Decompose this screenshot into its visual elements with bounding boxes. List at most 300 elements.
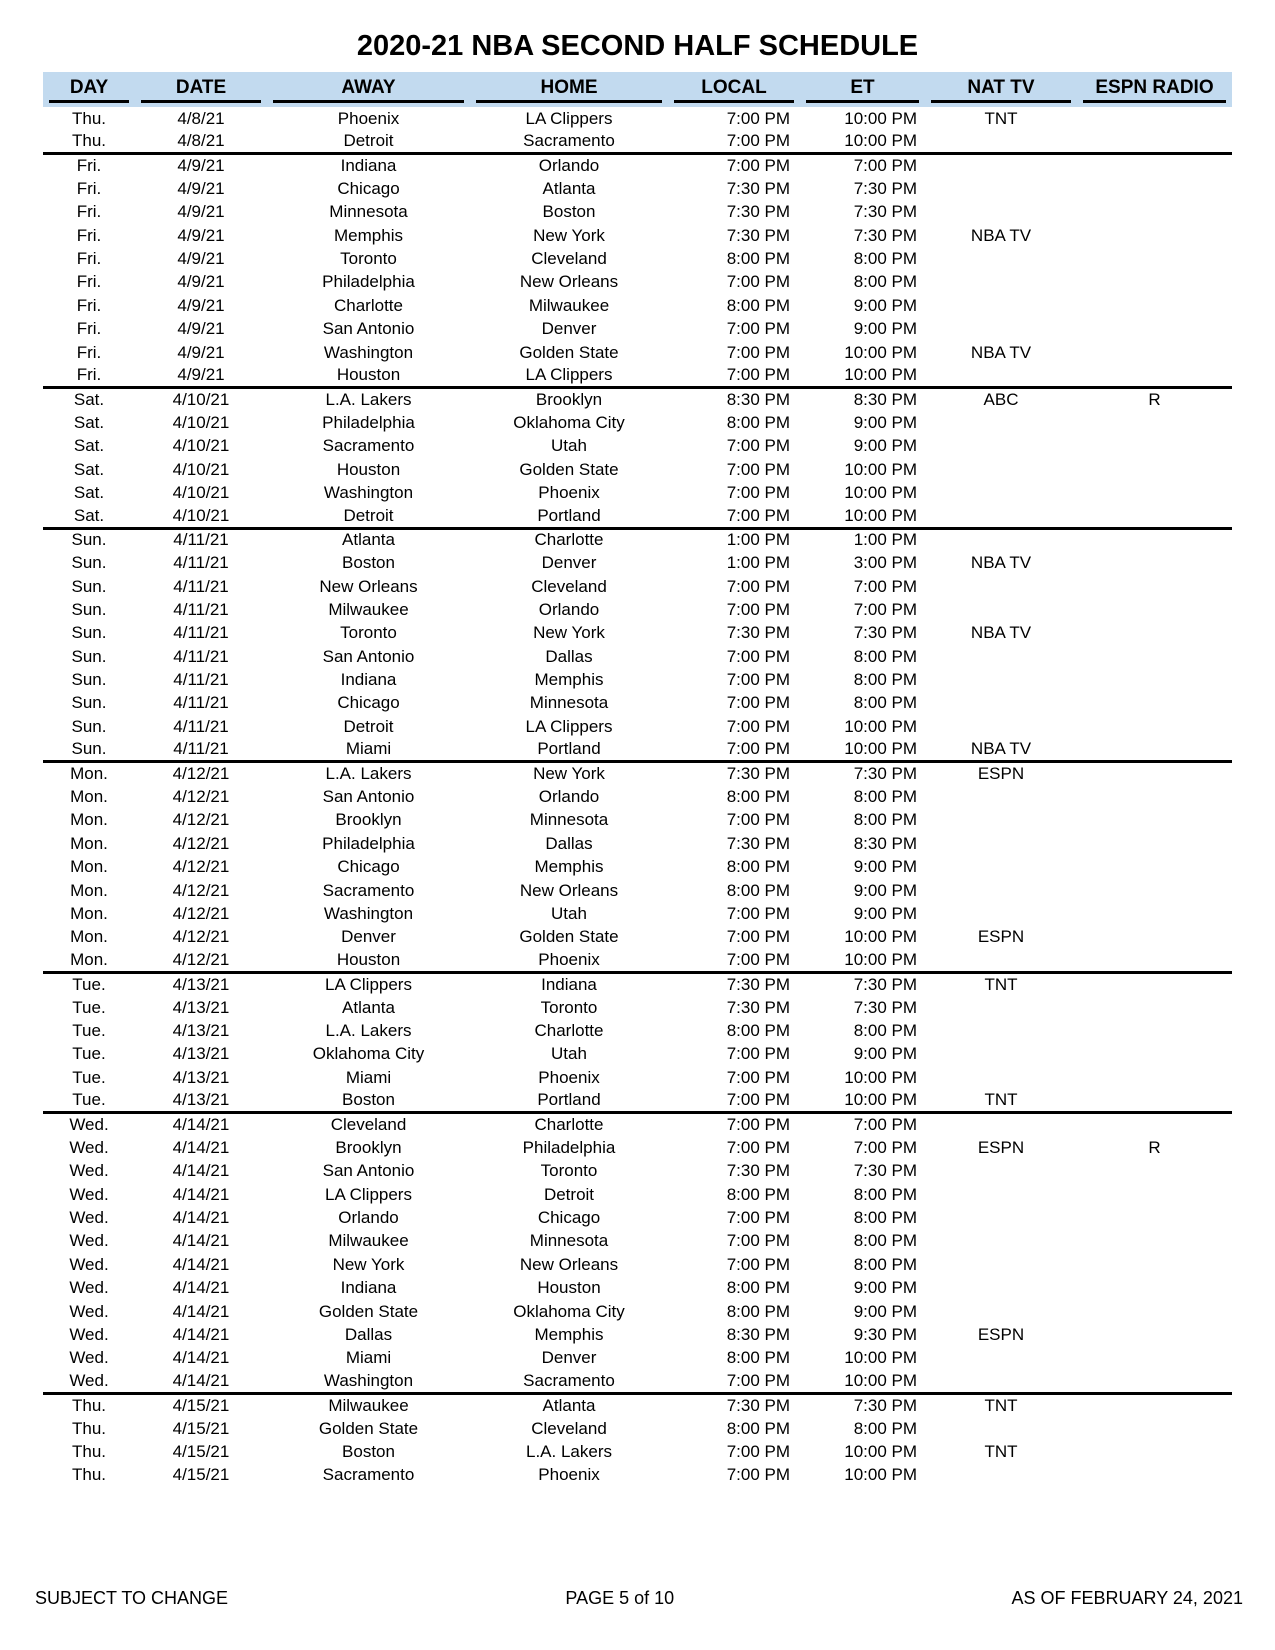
cell-day: Sun. [71, 599, 107, 619]
cell-local: 7:30 PM [668, 762, 800, 785]
cell-nat-tv: TNT [984, 108, 1018, 128]
cell-away: Philadelphia [322, 833, 415, 853]
cell-espn-radio [1077, 739, 1232, 762]
game-row [43, 1323, 1232, 1346]
cell-et: 7:30 PM [800, 972, 925, 995]
footer-as-of-date: AS OF FEBRUARY 24, 2021 [1011, 1588, 1243, 1608]
cell-local: 7:00 PM [726, 1254, 790, 1274]
col-header-away [267, 72, 470, 107]
cell-date: 4/15/21 [172, 1441, 230, 1461]
cell-et: 9:30 PM [853, 1325, 917, 1344]
cell-espn-radio [1077, 879, 1232, 902]
cell-day: Sat. [73, 436, 105, 456]
cell-date: 4/10/21 [135, 388, 267, 411]
cell-day: Tue. [72, 1020, 106, 1040]
cell-day: Sat. [73, 482, 105, 502]
cell-day: Tue. [43, 972, 135, 995]
cell-espn-radio [1077, 1277, 1232, 1300]
game-row [43, 949, 1232, 972]
cell-et: 8:00 PM [853, 646, 917, 666]
cell-date: 4/11/21 [173, 670, 229, 690]
cell-espn-radio [1077, 762, 1232, 785]
cell-away: Miami [345, 1067, 392, 1087]
cell-nat-tv [925, 832, 1077, 855]
cell-date: 4/14/21 [172, 1137, 230, 1157]
cell-home: New York [533, 623, 605, 643]
cell-home: Sacramento [523, 1371, 615, 1391]
cell-date: 4/9/21 [177, 249, 225, 269]
cell-away: Boston [342, 1441, 395, 1461]
cell-et: 10:00 PM [844, 950, 917, 969]
cell-day: Tue. [72, 1090, 106, 1110]
cell-espn-radio [1077, 201, 1232, 224]
cell-local: 8:30 PM [726, 1325, 790, 1344]
cell-away: Washington [323, 1371, 414, 1391]
cell-nat-tv [925, 809, 1077, 832]
cell-away: Houston [336, 950, 401, 969]
cell-local: 8:00 PM [726, 787, 790, 807]
cell-et: 8:00 PM [853, 272, 917, 292]
page-footer [35, 1588, 1243, 1609]
game-row [43, 154, 1232, 177]
cell-nat-tv: NBA TV [970, 623, 1032, 643]
cell-date: 4/11/21 [173, 623, 229, 643]
cell-away: Phoenix [337, 108, 400, 128]
cell-away: Denver [341, 927, 396, 947]
cell-espn-radio [1077, 528, 1232, 551]
cell-date: 4/13/21 [135, 972, 267, 995]
cell-local: 7:00 PM [726, 1371, 790, 1391]
col-header-date-label: DATE [141, 75, 261, 103]
cell-espn-radio [1077, 458, 1232, 481]
cell-nat-tv [925, 1206, 1077, 1229]
cell-home: Memphis [534, 670, 604, 690]
cell-home: Memphis [534, 1325, 604, 1344]
cell-local: 7:30 PM [726, 225, 790, 245]
cell-et: 10:00 PM [844, 1090, 917, 1110]
cell-nat-tv: ESPN [977, 1325, 1025, 1344]
cell-away: Minnesota [329, 202, 408, 222]
cell-local: 8:00 PM [726, 295, 790, 315]
cell-day: Mon. [70, 787, 108, 807]
cell-day: Thu. [71, 131, 107, 151]
col-header-local-label: LOCAL [674, 75, 794, 103]
cell-et: 9:00 PM [853, 857, 917, 877]
cell-date: 4/11/21 [173, 739, 229, 759]
cell-espn-radio [1077, 1089, 1232, 1112]
cell-espn-radio [1077, 692, 1232, 715]
cell-day: Wed. [69, 1137, 109, 1157]
cell-date: 4/12/21 [172, 857, 230, 877]
cell-espn-radio [1077, 1347, 1232, 1370]
cell-home: Orlando [538, 599, 600, 619]
cell-day: Sat. [43, 388, 135, 411]
cell-away: Milwaukee [328, 599, 409, 619]
cell-et: 10:00 PM [844, 739, 917, 759]
cell-away: Golden State [318, 1418, 419, 1438]
cell-away: Sacramento [322, 880, 415, 900]
cell-day: Thu. [71, 108, 107, 128]
cell-local: 7:30 PM [726, 1161, 790, 1181]
cell-date: 4/10/21 [172, 459, 230, 479]
cell-away: Miami [345, 1348, 392, 1368]
cell-home: Cleveland [531, 1418, 607, 1438]
cell-home: LA Clippers [525, 716, 613, 736]
cell-et: 8:00 PM [853, 693, 917, 713]
cell-home: L.A. Lakers [526, 1441, 612, 1461]
cell-date: 4/14/21 [172, 1348, 230, 1368]
cell-home: Indiana [470, 972, 668, 995]
cell-date: 4/13/21 [172, 1067, 230, 1087]
cell-day: Tue. [72, 997, 106, 1017]
cell-et: 7:30 PM [853, 178, 917, 198]
cell-away: Brooklyn [335, 810, 402, 830]
cell-local: 7:30 PM [668, 972, 800, 995]
cell-nat-tv [925, 949, 1077, 972]
game-row [43, 1043, 1232, 1066]
cell-et: 10:00 PM [844, 1348, 917, 1368]
col-header-home-label: HOME [476, 75, 662, 103]
cell-espn-radio [1077, 668, 1232, 691]
cell-nat-tv [925, 1370, 1077, 1393]
cell-espn-radio [1077, 856, 1232, 879]
game-row [43, 107, 1232, 130]
cell-nat-tv [925, 785, 1077, 808]
game-row [43, 481, 1232, 504]
cell-espn-radio [1077, 224, 1232, 247]
cell-date: 4/11/21 [173, 599, 229, 619]
cell-et: 3:00 PM [853, 553, 917, 573]
cell-et: 8:30 PM [800, 388, 925, 411]
cell-nat-tv [925, 1347, 1077, 1370]
cell-home: Minnesota [529, 810, 609, 830]
cell-home: Portland [537, 505, 601, 525]
cell-day: Sun. [71, 739, 107, 759]
cell-day: Wed. [69, 1184, 109, 1204]
cell-local: 8:00 PM [726, 1278, 790, 1298]
cell-local: 8:00 PM [726, 1418, 790, 1438]
cell-day: Fri. [76, 202, 102, 222]
cell-date: 4/8/21 [177, 131, 225, 151]
cell-local: 7:00 PM [726, 646, 790, 666]
game-row [43, 832, 1232, 855]
cell-nat-tv [925, 411, 1077, 434]
cell-day: Wed. [69, 1325, 109, 1344]
cell-espn-radio [1077, 715, 1232, 738]
cell-away: LA Clippers [267, 972, 470, 995]
cell-nat-tv [925, 575, 1077, 598]
cell-home: Dallas [545, 833, 593, 853]
cell-nat-tv: TNT [925, 1393, 1077, 1416]
cell-local: 7:00 PM [726, 436, 790, 456]
cell-et: 7:30 PM [853, 623, 917, 643]
game-row [43, 739, 1232, 762]
cell-nat-tv [925, 247, 1077, 270]
cell-nat-tv [925, 1277, 1077, 1300]
cell-day: Tue. [72, 1044, 106, 1064]
cell-nat-tv: ESPN [925, 762, 1077, 785]
cell-et: 1:00 PM [800, 528, 925, 551]
cell-home: Philadelphia [522, 1137, 616, 1157]
cell-date: 4/12/21 [172, 787, 230, 807]
cell-day: Mon. [70, 927, 108, 947]
game-row [43, 575, 1232, 598]
game-row [43, 411, 1232, 434]
table-header [43, 72, 1232, 107]
cell-day: Sat. [73, 412, 105, 432]
cell-day: Mon. [70, 857, 108, 877]
cell-espn-radio [1077, 247, 1232, 270]
cell-date: 4/9/21 [177, 365, 225, 385]
cell-home: Boston [542, 202, 596, 222]
cell-away: San Antonio [322, 319, 415, 339]
cell-day: Mon. [43, 762, 135, 785]
cell-local: 7:00 PM [726, 365, 790, 385]
cell-espn-radio [1077, 1417, 1232, 1440]
cell-away: L.A. Lakers [267, 388, 470, 411]
cell-nat-tv [925, 154, 1077, 177]
cell-date: 4/9/21 [135, 154, 267, 177]
cell-away: LA Clippers [325, 1184, 412, 1204]
cell-date: 4/15/21 [172, 1465, 230, 1485]
cell-home: Utah [551, 903, 587, 923]
game-row [43, 1464, 1232, 1487]
cell-local: 7:00 PM [726, 903, 790, 923]
cell-date: 4/8/21 [177, 108, 225, 128]
cell-away: Milwaukee [267, 1393, 470, 1416]
cell-local: 1:00 PM [668, 528, 800, 551]
cell-home: LA Clippers [525, 365, 613, 385]
cell-day: Sun. [43, 528, 135, 551]
game-row [43, 551, 1232, 574]
cell-et: 10:00 PM [844, 927, 917, 947]
cell-date: 4/15/21 [172, 1418, 230, 1438]
cell-date: 4/10/21 [172, 482, 230, 502]
game-row [43, 1160, 1232, 1183]
cell-away: Milwaukee [328, 1231, 409, 1251]
game-row [43, 458, 1232, 481]
cell-away: Washington [323, 903, 414, 923]
cell-away: Washington [323, 342, 414, 362]
cell-day: Tue. [72, 1067, 106, 1087]
col-header-day [43, 72, 135, 107]
game-row [43, 130, 1232, 153]
cell-away: Boston [342, 553, 395, 573]
cell-local: 7:00 PM [726, 482, 790, 502]
game-row [43, 996, 1232, 1019]
cell-espn-radio [1077, 598, 1232, 621]
cell-home: Houston [537, 1278, 601, 1298]
cell-local: 7:00 PM [668, 154, 800, 177]
cell-et: 7:00 PM [800, 1113, 925, 1136]
cell-local: 7:00 PM [726, 716, 790, 736]
cell-espn-radio [1077, 434, 1232, 457]
cell-nat-tv [925, 130, 1077, 153]
cell-et: 8:00 PM [853, 810, 917, 830]
cell-home: New Orleans [519, 1254, 619, 1274]
cell-away: New York [332, 1254, 405, 1274]
cell-et: 9:00 PM [853, 436, 917, 456]
cell-espn-radio [1077, 785, 1232, 808]
game-row [43, 1440, 1232, 1463]
cell-away: Toronto [340, 249, 397, 269]
cell-away: Dallas [344, 1325, 393, 1344]
cell-local: 7:00 PM [726, 739, 790, 759]
cell-away: Chicago [337, 178, 400, 198]
cell-espn-radio [1077, 1300, 1232, 1323]
footer-page-number: PAGE 5 of 10 [565, 1588, 675, 1608]
cell-day: Wed. [69, 1208, 109, 1228]
cell-away: Charlotte [334, 295, 403, 315]
cell-et: 7:00 PM [800, 154, 925, 177]
cell-local: 8:00 PM [726, 1020, 790, 1040]
cell-et: 10:00 PM [844, 716, 917, 736]
cell-home: Charlotte [470, 1113, 668, 1136]
cell-date: 4/14/21 [172, 1161, 230, 1181]
cell-espn-radio: R [1077, 388, 1232, 411]
cell-away: Philadelphia [322, 272, 415, 292]
cell-et: 8:00 PM [853, 249, 917, 269]
cell-home: Memphis [534, 857, 604, 877]
cell-date: 4/14/21 [172, 1371, 230, 1391]
cell-local: 7:00 PM [726, 1441, 790, 1461]
cell-local: 7:00 PM [726, 459, 790, 479]
cell-et: 8:00 PM [853, 1184, 917, 1204]
cell-et: 9:00 PM [853, 319, 917, 339]
col-header-espn-radio-label: ESPN RADIO [1083, 75, 1226, 103]
cell-et: 7:30 PM [853, 225, 917, 245]
cell-day: Mon. [70, 833, 108, 853]
cell-date: 4/11/21 [135, 528, 267, 551]
cell-et: 8:00 PM [853, 670, 917, 690]
cell-espn-radio [1077, 575, 1232, 598]
cell-et: 9:00 PM [853, 1278, 917, 1298]
cell-local: 7:00 PM [726, 272, 790, 292]
cell-home: Sacramento [523, 131, 615, 151]
cell-local: 7:30 PM [726, 623, 790, 643]
cell-home: Phoenix [538, 1465, 600, 1485]
col-header-nattv [925, 72, 1077, 107]
col-header-et-label: ET [806, 75, 919, 103]
cell-day: Sat. [73, 459, 105, 479]
cell-home: LA Clippers [525, 108, 613, 128]
cell-nat-tv: TNT [984, 1441, 1018, 1461]
cell-espn-radio [1077, 1113, 1232, 1136]
cell-nat-tv: NBA TV [970, 739, 1032, 759]
col-header-away-label: AWAY [273, 75, 464, 103]
cell-espn-radio [1077, 1183, 1232, 1206]
cell-away: Sacramento [322, 436, 415, 456]
cell-local: 7:00 PM [726, 108, 790, 128]
cell-espn-radio [1077, 551, 1232, 574]
cell-away: Toronto [340, 623, 397, 643]
cell-date: 4/10/21 [172, 412, 230, 432]
cell-espn-radio [1077, 1464, 1232, 1487]
cell-nat-tv [925, 201, 1077, 224]
cell-home: Golden State [519, 342, 619, 362]
game-row [43, 1253, 1232, 1276]
cell-espn-radio [1077, 318, 1232, 341]
cell-local: 7:00 PM [726, 693, 790, 713]
cell-espn-radio [1077, 130, 1232, 153]
cell-nat-tv: TNT [984, 1090, 1018, 1110]
page-title: 2020-21 NBA SECOND HALF SCHEDULE [356, 30, 919, 62]
cell-espn-radio [1077, 1043, 1232, 1066]
cell-et: 7:30 PM [853, 202, 917, 222]
cell-away: Brooklyn [335, 1137, 402, 1157]
cell-away: Houston [336, 459, 401, 479]
cell-home: Phoenix [538, 950, 600, 969]
cell-date: 4/9/21 [177, 178, 225, 198]
cell-day: Thu. [71, 1418, 107, 1438]
col-header-day-label: DAY [49, 75, 129, 103]
cell-date: 4/9/21 [177, 342, 225, 362]
cell-day: Sun. [71, 553, 107, 573]
cell-away: Memphis [334, 225, 403, 245]
game-row [43, 1370, 1232, 1393]
cell-away: Atlanta [267, 528, 470, 551]
cell-home: Golden State [519, 927, 619, 947]
cell-espn-radio: R [1148, 1137, 1161, 1157]
cell-away: Boston [342, 1090, 395, 1110]
cell-espn-radio [1077, 154, 1232, 177]
game-row [43, 434, 1232, 457]
cell-nat-tv [925, 271, 1077, 294]
cell-nat-tv [925, 692, 1077, 715]
cell-date: 4/11/21 [173, 553, 229, 573]
game-row [43, 1206, 1232, 1229]
cell-date: 4/14/21 [172, 1231, 230, 1251]
cell-date: 4/12/21 [172, 950, 230, 969]
cell-espn-radio [1077, 1019, 1232, 1042]
game-row [43, 902, 1232, 925]
game-row [43, 318, 1232, 341]
cell-day: Mon. [70, 903, 108, 923]
cell-local: 7:30 PM [726, 178, 790, 198]
cell-et: 10:00 PM [844, 1371, 917, 1391]
cell-nat-tv [925, 1230, 1077, 1253]
cell-nat-tv [925, 1183, 1077, 1206]
cell-date: 4/9/21 [177, 319, 225, 339]
cell-nat-tv: NBA TV [970, 342, 1032, 362]
cell-espn-radio [1077, 1440, 1232, 1463]
game-row [43, 809, 1232, 832]
game-row [43, 1066, 1232, 1089]
cell-local: 8:00 PM [726, 1301, 790, 1321]
cell-nat-tv [925, 598, 1077, 621]
cell-nat-tv [925, 294, 1077, 317]
cell-date: 4/13/21 [172, 1090, 230, 1110]
game-row [43, 271, 1232, 294]
cell-day: Sun. [71, 623, 107, 643]
cell-nat-tv [925, 1113, 1077, 1136]
game-row [43, 598, 1232, 621]
cell-et: 9:00 PM [853, 880, 917, 900]
cell-espn-radio [1077, 177, 1232, 200]
cell-home: Utah [551, 1044, 587, 1064]
cell-et: 10:00 PM [844, 1465, 917, 1485]
cell-day: Sun. [71, 646, 107, 666]
cell-espn-radio [1077, 1370, 1232, 1393]
cell-et: 10:00 PM [844, 131, 917, 151]
cell-espn-radio [1077, 107, 1232, 130]
cell-local: 7:30 PM [726, 833, 790, 853]
cell-nat-tv [925, 1160, 1077, 1183]
cell-away: Chicago [337, 693, 400, 713]
cell-home: New Orleans [519, 272, 619, 292]
game-row [43, 926, 1232, 949]
cell-home: Minnesota [529, 1231, 609, 1251]
